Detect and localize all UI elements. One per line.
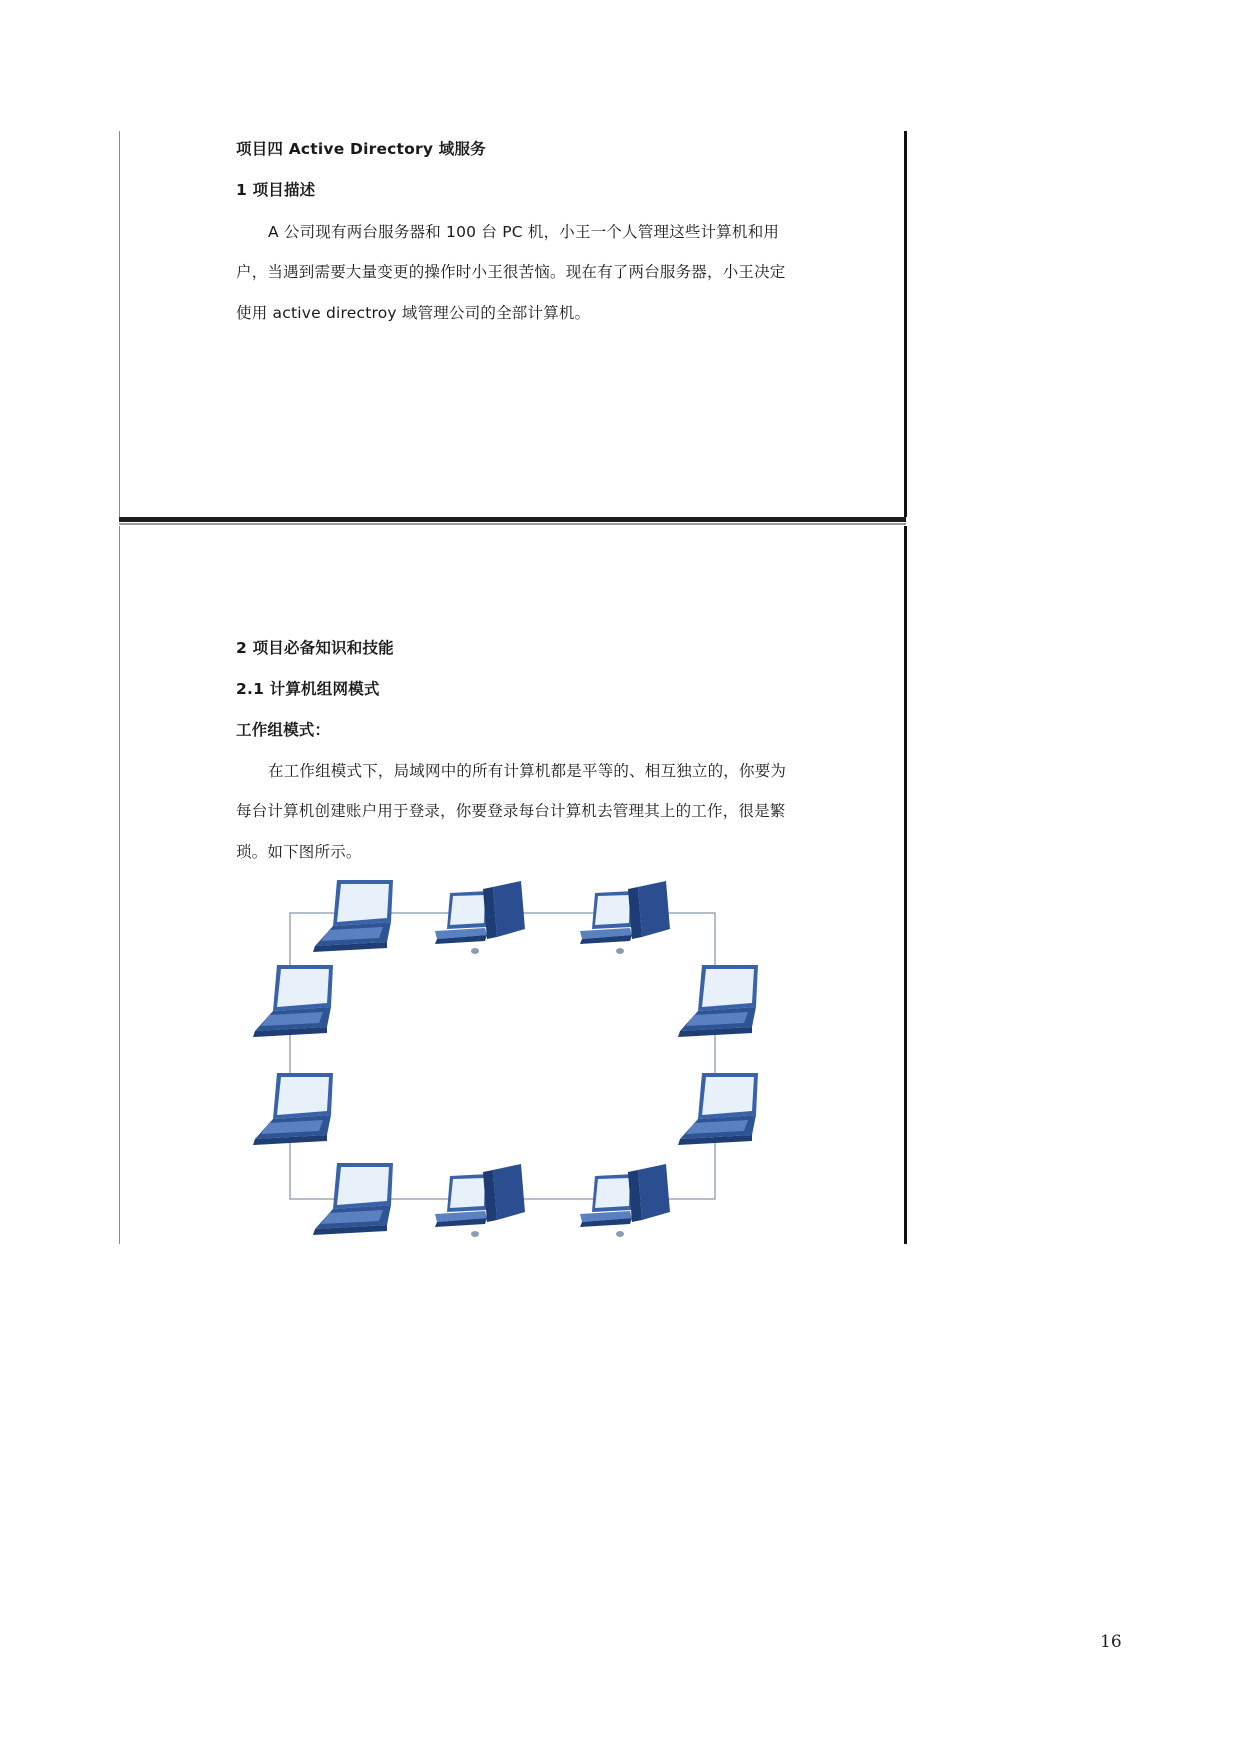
page-number: 16 — [1100, 1632, 1122, 1652]
paragraph2-line2: 每台计算机创建账户用于登录，你要登录每台计算机去管理其上的工作，很是繁 — [236, 802, 786, 820]
section2-heading: 2 项目必备知识和技能 — [236, 639, 394, 657]
project-title: 项目四 Active Directory 域服务 — [236, 140, 486, 158]
paragraph2-line3: 琐。如下图所示。 — [236, 843, 362, 861]
desktop-computer-icon — [435, 881, 525, 954]
laptop-icon — [313, 880, 393, 952]
paragraph1-line3: 使用 active directroy 域管理公司的全部计算机。 — [236, 304, 591, 322]
laptop-icon — [678, 1073, 758, 1145]
desktop-computer-icon — [435, 1164, 525, 1237]
workgroup-heading: 工作组模式： — [236, 721, 331, 739]
laptop-icon — [678, 965, 758, 1037]
desktop-computer-icon — [580, 1164, 670, 1237]
desktop-computer-icon — [580, 881, 670, 954]
laptop-icon — [253, 965, 333, 1037]
paragraph2-line1: 在工作组模式下，局域网中的所有计算机都是平等的、相互独立的，你要为 — [268, 762, 787, 780]
paragraph1-line1: A 公司现有两台服务器和 100 台 PC 机，小王一个人管理这些计算机和用 — [268, 223, 780, 241]
section21-heading: 2.1 计算机组网模式 — [236, 680, 380, 698]
section1-heading: 1 项目描述 — [236, 181, 316, 199]
paragraph1-line2: 户，当遇到需要大量变更的操作时小王很苦恼。现在有了两台服务器，小王决定 — [236, 263, 786, 281]
network-ring-line — [290, 913, 715, 1199]
laptop-icon — [253, 1073, 333, 1145]
